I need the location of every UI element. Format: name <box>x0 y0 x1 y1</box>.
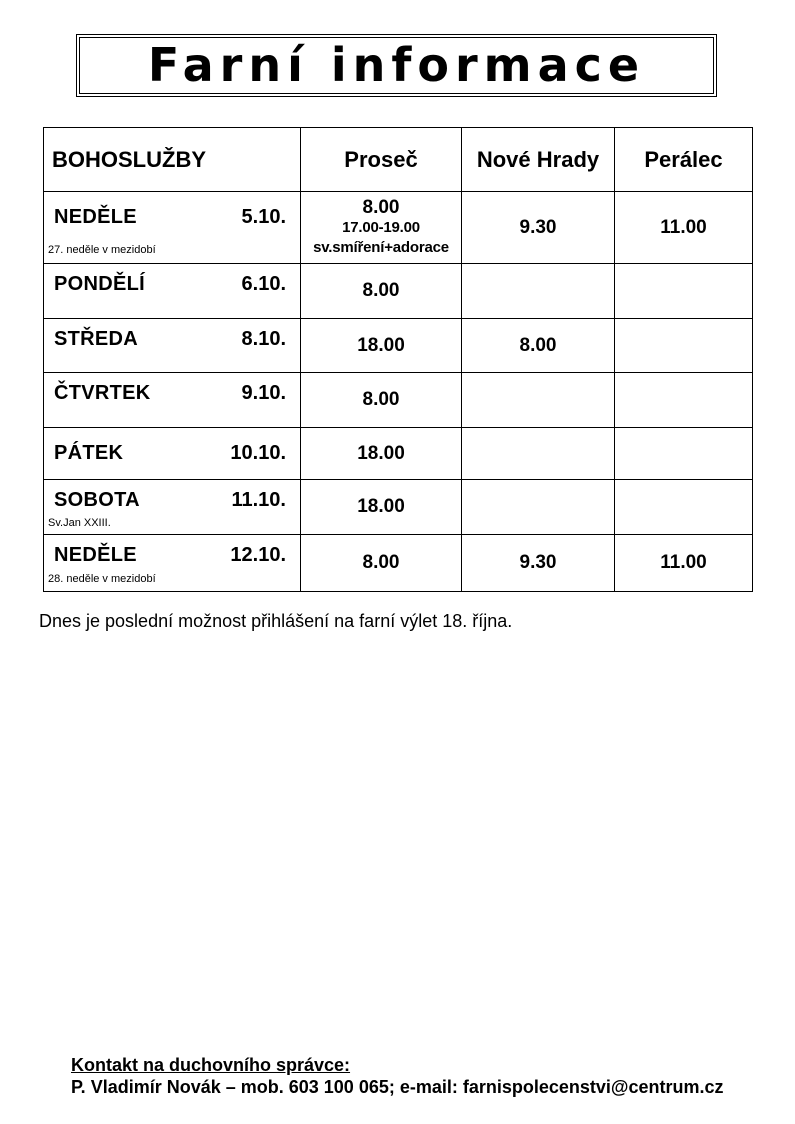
contact-heading: Kontakt na duchovního správce: <box>71 1055 351 1075</box>
day-note: 28. neděle v mezidobí <box>48 573 156 585</box>
day-name: SOBOTA <box>54 489 140 511</box>
page-title: Farní informace <box>147 37 646 92</box>
nove-hrady-time: 9.30 <box>462 535 615 592</box>
table-row <box>44 373 753 428</box>
day-date: 9.10. <box>241 382 286 404</box>
table-row <box>44 428 753 480</box>
table-row <box>44 535 753 592</box>
day-cell <box>44 192 301 264</box>
header-nove-hrady: Nové Hrady <box>462 128 615 192</box>
day-name: NEDĚLE <box>54 544 137 566</box>
peralec-time: 11.00 <box>615 192 753 264</box>
header-services: BOHOSLUŽBY <box>44 128 301 192</box>
day-note: 27. neděle v mezidobí <box>48 244 156 256</box>
table-row <box>44 264 753 319</box>
prosec-time: 8.00 <box>301 264 462 319</box>
header-prosec: Proseč <box>301 128 462 192</box>
day-cell <box>44 264 301 319</box>
nove-hrady-time: 9.30 <box>462 192 615 264</box>
table-row <box>44 192 753 264</box>
prosec-time <box>301 192 462 264</box>
announcement-text: Dnes je poslední možnost přihlášení na farní výlet 18. října. <box>39 611 513 631</box>
title-box <box>76 34 717 97</box>
prosec-time-extra: 17.00-19.00 <box>342 219 420 236</box>
contact-details: P. Vladimír Novák – mob. 603 100 065; e-mail: farnispolecenstvi@centrum.cz <box>71 1077 724 1097</box>
contact-block <box>71 1054 724 1098</box>
day-cell <box>44 480 301 535</box>
prosec-time: 18.00 <box>301 480 462 535</box>
day-cell <box>44 319 301 373</box>
day-cell <box>44 428 301 480</box>
peralec-time <box>615 480 753 535</box>
peralec-time <box>615 319 753 373</box>
day-date: 12.10. <box>230 544 286 566</box>
table-row <box>44 319 753 373</box>
day-date: 6.10. <box>241 273 286 295</box>
peralec-time <box>615 373 753 428</box>
nove-hrady-time <box>462 264 615 319</box>
peralec-time <box>615 428 753 480</box>
day-cell <box>44 535 301 592</box>
day-date: 8.10. <box>241 328 286 350</box>
day-date: 10.10. <box>230 442 286 464</box>
header-peralec: Perálec <box>615 128 753 192</box>
prosec-time: 8.00 <box>301 373 462 428</box>
day-cell <box>44 373 301 428</box>
day-name: NEDĚLE <box>54 206 137 228</box>
nove-hrady-time <box>462 428 615 480</box>
nove-hrady-time <box>462 373 615 428</box>
prosec-time: 18.00 <box>301 428 462 480</box>
prosec-time: 18.00 <box>301 319 462 373</box>
prosec-time-main: 8.00 <box>362 197 400 218</box>
day-date: 5.10. <box>241 206 286 228</box>
day-note: Sv.Jan XXIII. <box>48 517 111 529</box>
day-date: 11.10. <box>231 489 286 511</box>
table-header-row <box>44 128 753 192</box>
day-name: PÁTEK <box>54 442 124 464</box>
peralec-time <box>615 264 753 319</box>
day-name: PONDĚLÍ <box>54 273 145 295</box>
prosec-time-extra-label: sv.smíření+adorace <box>313 239 449 256</box>
peralec-time: 11.00 <box>615 535 753 592</box>
nove-hrady-time <box>462 480 615 535</box>
day-name: STŘEDA <box>54 328 139 350</box>
prosec-time: 8.00 <box>301 535 462 592</box>
nove-hrady-time: 8.00 <box>462 319 615 373</box>
table-row <box>44 480 753 535</box>
day-name: ČTVRTEK <box>54 382 151 404</box>
services-table <box>43 127 753 592</box>
